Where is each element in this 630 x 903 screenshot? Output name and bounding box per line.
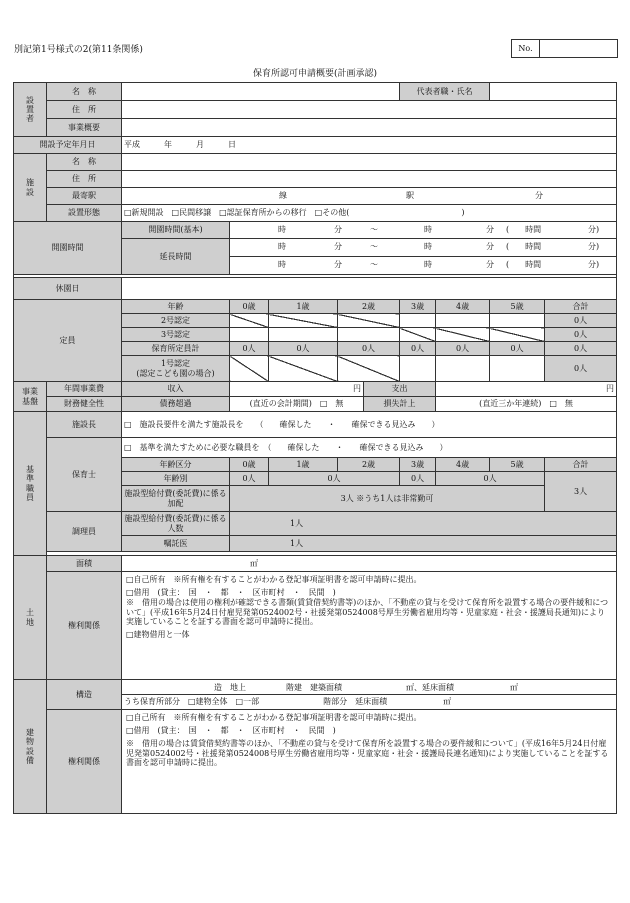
land-rights-label: 権利関係 bbox=[47, 572, 122, 680]
staff-age4-header: 4歳 bbox=[436, 458, 490, 472]
cook-count: 1人 bbox=[230, 512, 617, 536]
director-check[interactable]: □ 施設長要件を満たす施設長を （ 確保した ・ 確保できる見込み ） bbox=[122, 412, 617, 438]
number-field[interactable] bbox=[540, 40, 618, 58]
facility-section-label: 施 設 bbox=[14, 154, 47, 222]
age-4-header: 4歳 bbox=[436, 300, 490, 314]
minute-unit: 分 bbox=[334, 225, 342, 234]
staff-age45-value: 0人 bbox=[436, 472, 545, 486]
cert3-age1-field[interactable] bbox=[269, 328, 338, 342]
cert1-label: 1号認定 (認定こども園の場合) bbox=[122, 356, 230, 382]
hours-count: ( 時間 bbox=[506, 225, 542, 234]
cert2-age0-disabled bbox=[230, 314, 269, 328]
debt-excess-check[interactable]: (直近の会計期間) □ 無 bbox=[230, 397, 364, 412]
land-own-check[interactable]: □自己所有 ※所有権を有することがわかる登記事項証明書を認可申請時に提出。 bbox=[126, 575, 422, 584]
staff-age3-header: 3歳 bbox=[400, 458, 436, 472]
minutes-close: 分) bbox=[588, 225, 600, 234]
cook-subsidy-label: 施設型給付費(委託費)に係る人数 bbox=[122, 512, 230, 536]
building-lease-note: ※ 借用の場合は賃貸借契約書等のほか、「不動産の貸与を受けて保育所を設置する場合の要件緩和について」(平成16年5月24日付雇児発第0524002号・社援発第0524008号厚生労働省雇用均等・児童家庭・社会・援護局長連名通知)により実施していることを証する書面を認可申請時に提出。 bbox=[126, 739, 609, 767]
number-box bbox=[511, 39, 618, 58]
expense-field[interactable]: 円 bbox=[436, 382, 617, 397]
hours-count: ( 時間 bbox=[506, 260, 542, 269]
form-code: 別記第1号様式の2(第11条関係) bbox=[14, 45, 143, 55]
staff-age0-value: 0人 bbox=[230, 472, 269, 486]
director-label: 施設長 bbox=[47, 412, 122, 438]
doctor-count: 1人 bbox=[230, 536, 617, 552]
minute-unit: 分 bbox=[334, 242, 342, 251]
capacity-age5-total: 0人 bbox=[490, 342, 545, 356]
structure-content[interactable] bbox=[122, 680, 617, 710]
founder-name-field[interactable] bbox=[122, 83, 400, 101]
range-tilde: ～ bbox=[370, 242, 378, 251]
building-section-label: 建 物 設 備 bbox=[14, 680, 47, 814]
age-2-header: 2歳 bbox=[338, 300, 400, 314]
founder-address-field[interactable] bbox=[122, 101, 617, 119]
capacity-grand-total: 0人 bbox=[545, 342, 617, 356]
cook-label: 調理員 bbox=[47, 512, 122, 552]
facility-name-label: 名 称 bbox=[47, 154, 122, 171]
establish-form-options[interactable]: □新規開設 □民間移譲 □認証保育所からの移行 □その他( ) bbox=[122, 205, 617, 222]
nursery-teacher-check[interactable]: □ 基準を満たすために必要な職員を （ 確保した ・ 確保できる見込み ） bbox=[122, 438, 617, 458]
cert3-age3-disabled bbox=[400, 328, 436, 342]
nursery-teacher-label: 保育士 bbox=[47, 438, 122, 512]
doctor-label: 嘱託医 bbox=[122, 536, 230, 552]
cert1-age4-field[interactable] bbox=[436, 356, 490, 382]
age-0-header: 0歳 bbox=[230, 300, 269, 314]
minutes-unit: 分 bbox=[535, 191, 543, 200]
cert1-age0-disabled bbox=[230, 356, 269, 382]
hours-count: ( 時間 bbox=[506, 242, 542, 251]
cert1-age5-field[interactable] bbox=[490, 356, 545, 382]
land-section-label: 土 地 bbox=[14, 556, 47, 680]
capacity-age4-total: 0人 bbox=[436, 342, 490, 356]
capacity-age3-total: 0人 bbox=[400, 342, 436, 356]
basic-hours-field[interactable] bbox=[230, 222, 617, 239]
cert2-age3-field[interactable] bbox=[400, 314, 436, 328]
land-area-label: 面積 bbox=[47, 556, 122, 572]
cert2-age5-field[interactable] bbox=[490, 314, 545, 328]
building-lease-check[interactable]: □借用 (貸主： 国 ・ 都 ・ 区市町村 ・ 民間 ) bbox=[126, 726, 336, 736]
debt-excess-label: 債務超過 bbox=[122, 397, 230, 412]
capacity-age2-total: 0人 bbox=[338, 342, 400, 356]
cert1-age3-field[interactable] bbox=[400, 356, 436, 382]
facility-address-field[interactable] bbox=[122, 171, 617, 188]
staff-age5-header: 5歳 bbox=[490, 458, 545, 472]
building-rights-label: 権利関係 bbox=[47, 710, 122, 814]
form-title: 保育所認可申請概要(計画承認) bbox=[252, 69, 378, 79]
subsidy-addition-label: 施設型給付費(委託費)に係る加配 bbox=[122, 486, 230, 512]
structure-line-2: うち保育所部分 □建物全体 □一部 階部分 延床面積 ㎡ bbox=[122, 694, 616, 706]
range-tilde: ～ bbox=[370, 225, 378, 234]
structure-line-1: 造 地上 階建 建築面積 ㎡、延床面積 ㎡ bbox=[214, 682, 518, 692]
establish-form-label: 設置形態 bbox=[47, 205, 122, 222]
hour-unit: 時 bbox=[278, 225, 286, 234]
opening-date-field[interactable]: 平成 年 月 日 bbox=[122, 137, 617, 154]
land-lease-check[interactable]: □借用 (貸主： 国 ・ 都 ・ 区市町村 ・ 民間 ) bbox=[126, 588, 336, 598]
cert3-age0-field[interactable] bbox=[230, 328, 269, 342]
extended-hours-label: 延長時間 bbox=[122, 239, 230, 275]
age-class-label: 年齢区分 bbox=[122, 458, 230, 472]
income-label: 収入 bbox=[122, 382, 230, 397]
cert1-total: 0人 bbox=[545, 356, 617, 382]
cert2-total: 0人 bbox=[545, 314, 617, 328]
staff-total-header: 合計 bbox=[545, 458, 617, 472]
cert3-age5-disabled bbox=[490, 328, 545, 342]
founder-business-label: 事業概要 bbox=[47, 119, 122, 137]
hour-unit: 時 bbox=[424, 260, 432, 269]
building-rights-content bbox=[122, 710, 617, 814]
holiday-field[interactable] bbox=[122, 278, 617, 300]
cert3-age4-disabled bbox=[436, 328, 490, 342]
cert3-age2-field[interactable] bbox=[338, 328, 400, 342]
hour-unit: 時 bbox=[424, 225, 432, 234]
representative-field[interactable] bbox=[490, 83, 617, 101]
founder-address-label: 住 所 bbox=[47, 101, 122, 119]
number-label: No. bbox=[512, 40, 540, 58]
annual-cost-label: 年間事業費 bbox=[47, 382, 122, 397]
staff-age1-header: 1歳 bbox=[269, 458, 338, 472]
hour-unit: 時 bbox=[424, 242, 432, 251]
loss-label: 損失計上 bbox=[364, 397, 436, 412]
financial-soundness-label: 財務健全性 bbox=[47, 397, 122, 412]
age-each-label: 年齢別 bbox=[122, 472, 230, 486]
opening-date-label: 開設予定年月日 bbox=[14, 137, 122, 154]
building-own-check[interactable]: □自己所有 ※所有権を有することがわかる登記事項証明書を認可申請時に提出。 bbox=[126, 713, 422, 722]
cert2-age2-disabled bbox=[338, 314, 400, 328]
nearest-station-field[interactable] bbox=[122, 188, 617, 205]
line-unit: 線 bbox=[279, 191, 287, 200]
subsidy-addition-value: 3人 ※うち1人は非常勤可 bbox=[230, 486, 545, 512]
minute-unit: 分 bbox=[486, 242, 494, 251]
cert3-label: 3号認定 bbox=[122, 328, 230, 342]
extended-hours-field-2[interactable] bbox=[230, 257, 617, 275]
capacity-label: 定員 bbox=[14, 300, 122, 382]
minutes-close: 分) bbox=[588, 242, 600, 251]
cert1-age2-disabled bbox=[338, 356, 400, 382]
income-field[interactable]: 円 bbox=[230, 382, 364, 397]
representative-label: 代表者職・氏名 bbox=[400, 83, 490, 101]
station-unit: 駅 bbox=[406, 191, 414, 200]
capacity-age0-total: 0人 bbox=[230, 342, 269, 356]
land-rights-content bbox=[122, 572, 617, 680]
minutes-close: 分) bbox=[588, 260, 600, 269]
land-building-check[interactable]: □建物借用と一体 bbox=[126, 629, 190, 639]
hour-unit: 時 bbox=[278, 260, 286, 269]
nursery-capacity-label: 保育所定員計 bbox=[122, 342, 230, 356]
founder-name-label: 名 称 bbox=[47, 83, 122, 101]
cert2-age1-disabled bbox=[269, 314, 338, 328]
loss-check[interactable]: (直近三か年連続) □ 無 bbox=[436, 397, 617, 412]
founder-section-label: 設 置 者 bbox=[14, 83, 47, 137]
founder-business-field[interactable] bbox=[122, 119, 617, 137]
business-section-label: 事業 基盤 bbox=[14, 382, 47, 412]
age-5-header: 5歳 bbox=[490, 300, 545, 314]
minute-unit: 分 bbox=[486, 225, 494, 234]
extended-hours-field-1[interactable] bbox=[230, 239, 617, 257]
cert2-age4-field[interactable] bbox=[436, 314, 490, 328]
cert2-label: 2号認定 bbox=[122, 314, 230, 328]
holiday-label: 休園日 bbox=[14, 278, 122, 300]
staff-age0-header: 0歳 bbox=[230, 458, 269, 472]
hour-unit: 時 bbox=[278, 242, 286, 251]
cert1-age1-disabled bbox=[269, 356, 338, 382]
structure-label: 構造 bbox=[47, 680, 122, 710]
staff-age12-value: 0人 bbox=[269, 472, 400, 486]
capacity-age1-total: 0人 bbox=[269, 342, 338, 356]
capacity-age-label: 年齢 bbox=[122, 300, 230, 314]
facility-address-label: 住 所 bbox=[47, 171, 122, 188]
staff-total-value: 3人 bbox=[545, 472, 617, 512]
land-area-field[interactable]: ㎡ bbox=[122, 556, 617, 572]
range-tilde: ～ bbox=[370, 260, 378, 269]
cert3-total: 0人 bbox=[545, 328, 617, 342]
minute-unit: 分 bbox=[486, 260, 494, 269]
nearest-station-label: 最寄駅 bbox=[47, 188, 122, 205]
staff-age2-header: 2歳 bbox=[338, 458, 400, 472]
basic-hours-label: 開園時間(基本) bbox=[122, 222, 230, 239]
staff-section-label: 基 準 職 員 bbox=[14, 412, 47, 556]
staff-age3-value: 0人 bbox=[400, 472, 436, 486]
facility-name-field[interactable] bbox=[122, 154, 617, 171]
capacity-total-header: 合計 bbox=[545, 300, 617, 314]
age-1-header: 1歳 bbox=[269, 300, 338, 314]
land-lease-note: ※ 借用の場合は使用の権利が確認できる書類(賃貸借契約書等)のほか、「不動産の貸与を受けて保育所を設置する場合の要件緩和について」(平成16年5月24日付雇児発第0524002号・社援発第0524008号厚生労働省雇用均等・児童家庭・社会・援護局長通知)により実施していることを証する書面を認可申請時に提出。 bbox=[126, 598, 609, 626]
opening-hours-label: 開園時間 bbox=[14, 222, 122, 275]
expense-label: 支出 bbox=[364, 382, 436, 397]
main-form-table bbox=[13, 82, 617, 814]
minute-unit: 分 bbox=[334, 260, 342, 269]
age-3-header: 3歳 bbox=[400, 300, 436, 314]
